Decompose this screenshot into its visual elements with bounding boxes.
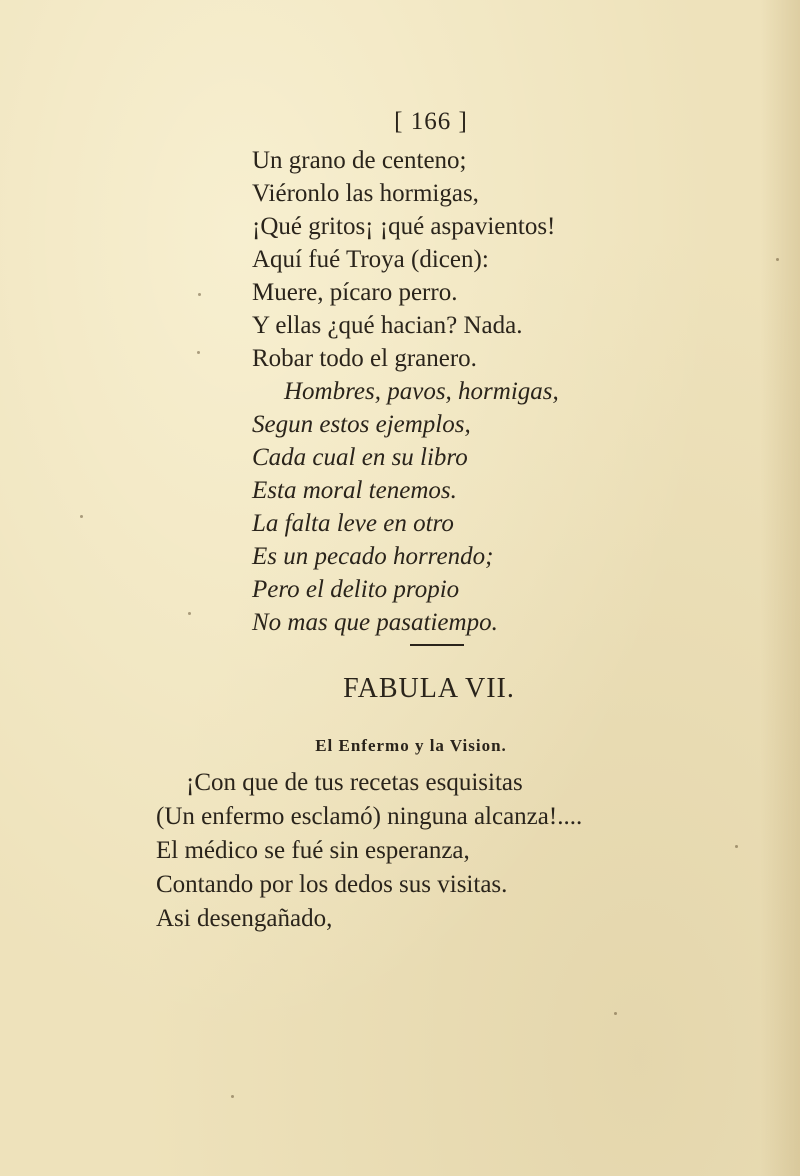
body-line: El médico se fué sin esperanza, <box>156 837 470 864</box>
paper-speck <box>80 515 83 518</box>
poem-line: ¡Qué gritos¡ ¡qué aspavientos! <box>252 213 556 240</box>
poem-line: Un grano de centeno; <box>252 147 467 174</box>
poem-line: Muere, pícaro perro. <box>252 279 458 306</box>
moral-line: Hombres, pavos, hormigas, <box>284 378 559 405</box>
moral-line: No mas que pasatiempo. <box>252 609 498 636</box>
poem-line: Robar todo el granero. <box>252 345 477 372</box>
fable-body <box>156 766 582 936</box>
body-line: ¡Con que de tus recetas esquisitas <box>186 769 523 796</box>
poem-line: Aquí fué Troya (dicen): <box>252 246 489 273</box>
paper-speck <box>197 351 200 354</box>
moral-line: Segun estos ejemplos, <box>252 411 471 438</box>
moral-line: Es un pecado horrendo; <box>252 543 494 570</box>
body-line: Asi desengañado, <box>156 905 333 932</box>
poem-stanza <box>252 144 559 639</box>
poem-line: Viéronlo las hormigas, <box>252 180 479 207</box>
section-divider <box>410 644 464 646</box>
body-line: (Un enfermo esclamó) ninguna alcanza!.... <box>156 803 583 830</box>
paper-speck <box>735 845 738 848</box>
moral-line: La falta leve en otro <box>252 510 454 537</box>
poem-line: Y ellas ¿qué hacian? Nada. <box>252 312 523 339</box>
paper-speck <box>614 1012 617 1015</box>
moral-line: Cada cual en su libro <box>252 444 468 471</box>
fable-subtitle: El Enfermo y la Vision. <box>315 736 507 755</box>
moral-line: Pero el delito propio <box>252 576 460 603</box>
body-line: Contando por los dedos sus visitas. <box>156 871 508 898</box>
paper-speck <box>198 293 201 296</box>
paper-speck <box>188 612 191 615</box>
paper-speck <box>776 258 779 261</box>
moral-line: Esta moral tenemos. <box>252 477 457 504</box>
page-number: [ 166 ] <box>394 108 468 135</box>
paper-speck <box>231 1095 234 1098</box>
page-edge-shadow <box>760 0 800 1176</box>
fable-title: FABULA VII. <box>343 673 515 704</box>
